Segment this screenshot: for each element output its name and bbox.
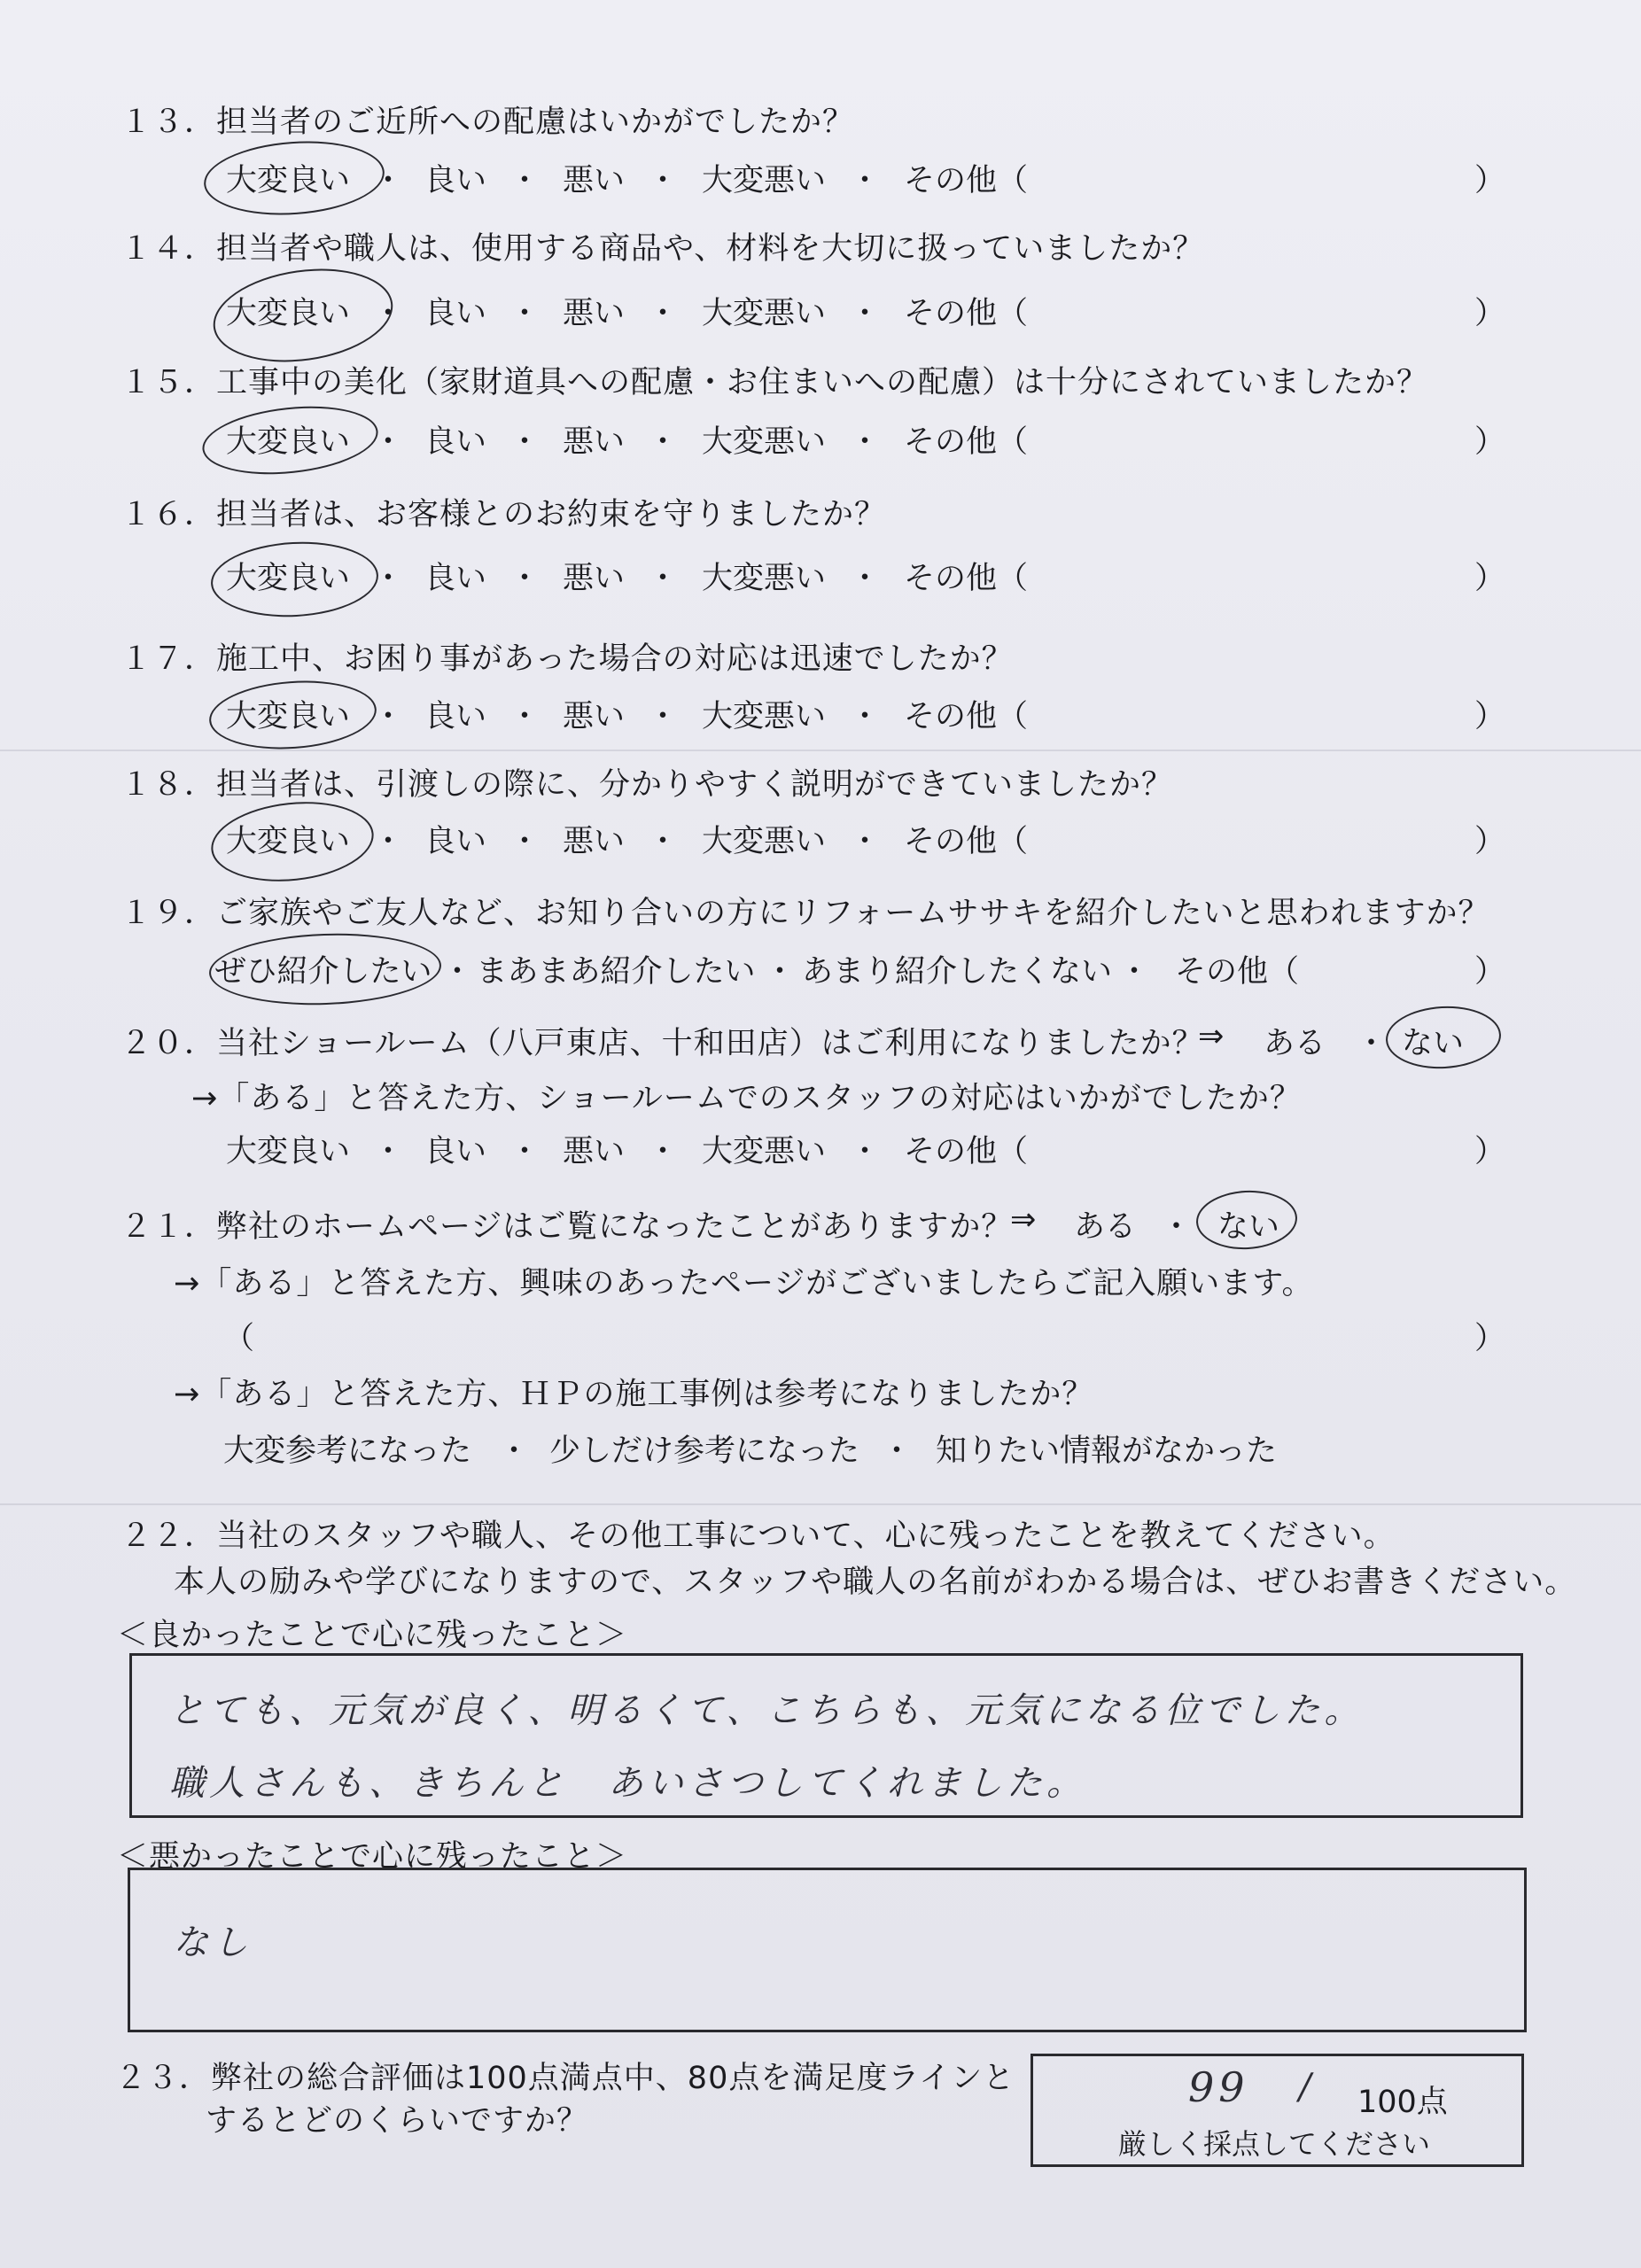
- separator-dot: ・: [881, 1433, 913, 1469]
- separator-dot: ・: [509, 824, 541, 859]
- handwritten-score: 99: [1188, 2063, 1249, 2111]
- close-paren: ）: [1474, 561, 1506, 596]
- option-very-bad[interactable]: 大変悪い: [701, 163, 827, 198]
- option-yes[interactable]: ある: [1264, 1026, 1326, 1061]
- option-bad[interactable]: 悪い: [562, 424, 626, 460]
- option-no[interactable]: ない: [1402, 1026, 1465, 1061]
- separator-dot: ・: [1161, 1209, 1193, 1245]
- option-yes[interactable]: ある: [1074, 1209, 1137, 1245]
- option-very-bad[interactable]: 大変悪い: [701, 824, 827, 859]
- separator-dot: ・: [849, 699, 881, 734]
- separator-dot: ・: [509, 296, 541, 331]
- separator-dot: ・: [372, 424, 404, 460]
- option-other[interactable]: その他（: [904, 296, 1029, 331]
- option-very-bad[interactable]: 大変悪い: [701, 296, 827, 331]
- separator-dot: ・: [849, 163, 881, 198]
- question-15: １５．工事中の美化（家財道具への配慮・お住まいへの配慮）は十分にされていましたか？: [121, 365, 1429, 400]
- option-other[interactable]: その他（: [1175, 954, 1300, 990]
- followup-text: →「ある」と答えた方、ＨＰの施工事例は参考になりましたか？: [174, 1377, 1094, 1412]
- arrow-icon: ⇒: [1198, 1019, 1225, 1054]
- option-slightly-helpful[interactable]: 少しだけ参考になった: [549, 1433, 860, 1469]
- option-very-bad[interactable]: 大変悪い: [701, 424, 827, 460]
- close-paren: ）: [1474, 824, 1506, 859]
- option-bad[interactable]: 悪い: [562, 699, 626, 734]
- option-not-recommend[interactable]: あまり紹介したくない: [801, 954, 1113, 990]
- question-20: ２０．当社ショールーム（八戸東店、十和田店）はご利用になりましたか？: [121, 1026, 1204, 1061]
- separator-dot: ・: [647, 163, 679, 198]
- option-good[interactable]: 良い: [424, 424, 487, 460]
- score-box[interactable]: [1030, 2054, 1524, 2167]
- score-slash: /: [1299, 2067, 1316, 2108]
- option-no-info-wanted[interactable]: 知りたい情報がなかった: [936, 1433, 1278, 1469]
- option-very-good[interactable]: 大変良い: [225, 163, 351, 198]
- option-bad[interactable]: 悪い: [562, 1134, 626, 1169]
- close-paren: ）: [1474, 954, 1506, 990]
- handwritten-comment: 職人さんも、きちんと あいさつしてくれました。: [169, 1763, 1086, 1804]
- separator-dot: ・: [372, 561, 404, 596]
- option-very-good[interactable]: 大変良い: [225, 424, 351, 460]
- option-very-good[interactable]: 大変良い: [225, 1134, 351, 1169]
- option-very-bad[interactable]: 大変悪い: [701, 561, 827, 596]
- separator-dot: ・: [849, 824, 881, 859]
- bad-points-box[interactable]: [128, 1868, 1527, 2032]
- question-22-note: 本人の励みや学びになりますので、スタッフや職人の名前がわかる場合は、ぜひお書きください。: [174, 1565, 1577, 1600]
- separator-dot: ・: [849, 1134, 881, 1169]
- option-definitely-recommend[interactable]: ぜひ紹介したい: [214, 954, 432, 990]
- separator-dot: ・: [509, 163, 541, 198]
- option-very-good[interactable]: 大変良い: [225, 561, 351, 596]
- question-23: ２３．弊社の総合評価は100点満点中、80点を満足度ラインと: [115, 2061, 1015, 2096]
- option-bad[interactable]: 悪い: [562, 296, 626, 331]
- followup-text: →「ある」と答えた方、ショールームでのスタッフの対応はいかがでしたか？: [191, 1081, 1302, 1116]
- score-max: 100点: [1357, 2085, 1448, 2120]
- separator-dot: ・: [372, 1134, 404, 1169]
- open-paren: （: [223, 1321, 255, 1356]
- separator-dot: ・: [509, 699, 541, 734]
- option-very-bad[interactable]: 大変悪い: [701, 1134, 827, 1169]
- close-paren: ）: [1474, 699, 1506, 734]
- option-very-good[interactable]: 大変良い: [225, 699, 351, 734]
- question-21: ２１．弊社のホームページはご覧になったことがありますか？: [121, 1209, 1014, 1245]
- close-paren: ）: [1474, 1321, 1506, 1356]
- question-18: １８．担当者は、引渡しの際に、分かりやすく説明ができていましたか？: [121, 767, 1174, 803]
- question-14: １４．担当者や職人は、使用する商品や、材料を大切に扱っていましたか？: [121, 231, 1205, 267]
- close-paren: ）: [1474, 424, 1506, 460]
- separator-dot: ・: [647, 296, 679, 331]
- separator-dot: ・: [372, 699, 404, 734]
- question-17: １７．施工中、お困り事があった場合の対応は迅速でしたか？: [121, 641, 1014, 677]
- separator-dot: ・: [372, 163, 404, 198]
- close-paren: ）: [1474, 163, 1506, 198]
- separator-dot: ・: [647, 699, 679, 734]
- option-good[interactable]: 良い: [424, 296, 487, 331]
- question-23-line2: するとどのくらいですか？: [206, 2103, 589, 2139]
- option-other[interactable]: その他（: [904, 824, 1029, 859]
- option-other[interactable]: その他（: [904, 561, 1029, 596]
- question-13: １３．担当者のご近所への配慮はいかがでしたか？: [121, 105, 855, 140]
- separator-dot: ・: [372, 824, 404, 859]
- option-good[interactable]: 良い: [424, 699, 487, 734]
- separator-dot: ・: [849, 296, 881, 331]
- separator-dot: ・: [647, 424, 679, 460]
- separator-dot: ・: [647, 1134, 679, 1169]
- separator-dot: ・: [441, 954, 473, 990]
- question-19: １９．ご家族やご友人など、お知り合いの方にリフォームササキを紹介したいと思われますか？: [121, 896, 1490, 931]
- close-paren: ）: [1474, 296, 1506, 331]
- option-bad[interactable]: 悪い: [562, 561, 626, 596]
- option-very-helpful[interactable]: 大変参考になった: [223, 1433, 472, 1469]
- handwritten-comment: とても、元気が良く、明るくて、こちらも、元気になる位でした。: [169, 1690, 1365, 1731]
- separator-dot: ・: [498, 1433, 530, 1469]
- scoring-note: 厳しく採点してください: [1118, 2127, 1431, 2161]
- question-22: ２２．当社のスタッフや職人、その他工事について、心に残ったことを教えてください。: [121, 1518, 1396, 1554]
- option-very-good[interactable]: 大変良い: [225, 296, 351, 331]
- good-points-box[interactable]: [129, 1653, 1523, 1818]
- option-no[interactable]: ない: [1217, 1209, 1280, 1245]
- option-somewhat-recommend[interactable]: まあまあ紹介したい: [476, 954, 756, 990]
- option-bad[interactable]: 悪い: [562, 824, 626, 859]
- separator-dot: ・: [849, 424, 881, 460]
- option-other[interactable]: その他（: [904, 424, 1029, 460]
- separator-dot: ・: [1356, 1026, 1388, 1061]
- option-very-bad[interactable]: 大変悪い: [701, 699, 827, 734]
- separator-dot: ・: [1118, 954, 1150, 990]
- followup-text: →「ある」と答えた方、興味のあったページがございましたらご記入願います。: [174, 1266, 1314, 1301]
- separator-dot: ・: [509, 561, 541, 596]
- option-good[interactable]: 良い: [424, 163, 487, 198]
- close-paren: ）: [1474, 1134, 1506, 1169]
- option-other[interactable]: その他（: [904, 699, 1029, 734]
- separator-dot: ・: [849, 561, 881, 596]
- separator-dot: ・: [647, 824, 679, 859]
- option-good[interactable]: 良い: [424, 824, 487, 859]
- separator-dot: ・: [372, 296, 404, 331]
- handwritten-comment: なし: [173, 1922, 253, 1963]
- separator-dot: ・: [764, 954, 796, 990]
- bad-points-label: ＜悪かったことで心に残ったこと＞: [117, 1839, 628, 1875]
- option-good[interactable]: 良い: [424, 1134, 487, 1169]
- option-other[interactable]: その他（: [904, 1134, 1029, 1169]
- option-bad[interactable]: 悪い: [562, 163, 626, 198]
- option-very-good[interactable]: 大変良い: [225, 824, 351, 859]
- question-16: １６．担当者は、お客様とのお約束を守りましたか？: [121, 497, 887, 532]
- separator-dot: ・: [647, 561, 679, 596]
- option-other[interactable]: その他（: [904, 163, 1029, 198]
- option-good[interactable]: 良い: [424, 561, 487, 596]
- separator-dot: ・: [509, 1134, 541, 1169]
- arrow-icon: ⇒: [1010, 1202, 1037, 1238]
- good-points-label: ＜良かったことで心に残ったこと＞: [117, 1618, 628, 1653]
- separator-dot: ・: [509, 424, 541, 460]
